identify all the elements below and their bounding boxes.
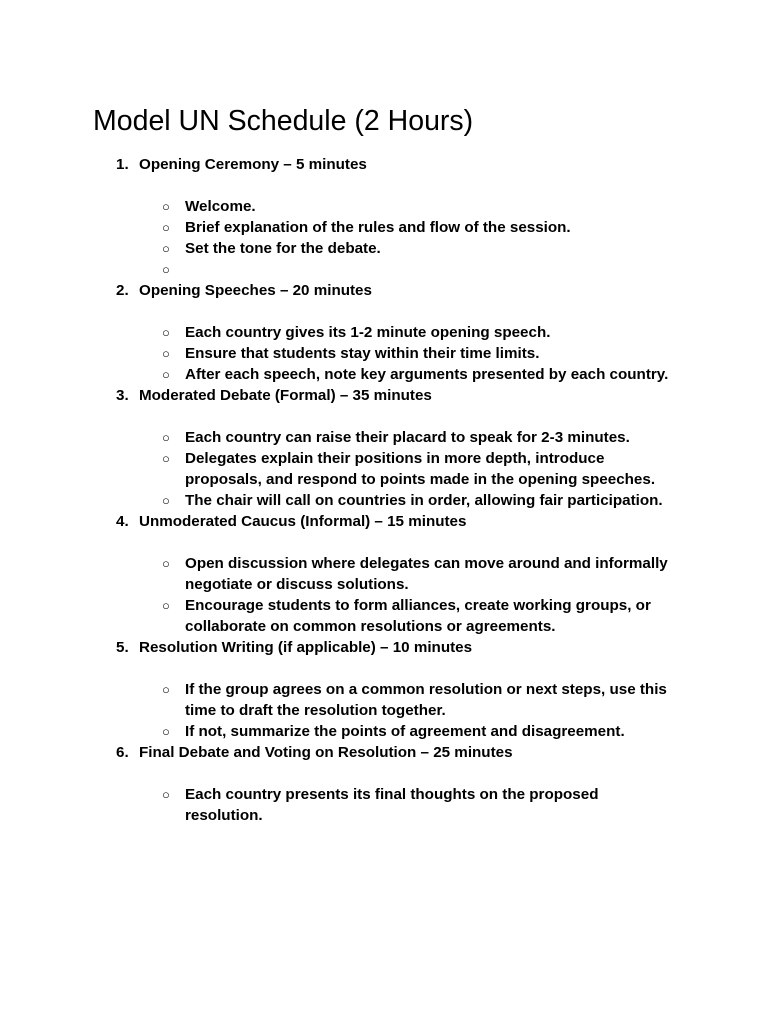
schedule-section bbox=[0, 385, 768, 511]
schedule-section bbox=[0, 154, 768, 280]
section-number: 2. bbox=[116, 282, 129, 299]
section-bullet-list bbox=[0, 196, 768, 280]
section-bullet-list bbox=[0, 427, 768, 511]
section-number: 5. bbox=[116, 639, 129, 656]
list-item bbox=[0, 784, 768, 826]
list-item bbox=[0, 196, 768, 217]
list-item bbox=[0, 448, 768, 490]
list-item-text: Open discussion where delegates can move around and informally negotiate or discuss solutions. bbox=[185, 555, 668, 593]
hollow-circle-bullet-icon: ○ bbox=[162, 199, 170, 214]
hollow-circle-bullet-icon: ○ bbox=[162, 451, 170, 466]
list-item bbox=[0, 343, 768, 364]
section-heading: Moderated Debate (Formal) – 35 minutes bbox=[139, 387, 432, 404]
list-item bbox=[0, 490, 768, 511]
schedule-section bbox=[0, 511, 768, 637]
list-item-text: Brief explanation of the rules and flow of the session. bbox=[185, 219, 571, 236]
hollow-circle-bullet-icon: ○ bbox=[162, 493, 170, 508]
section-number: 3. bbox=[116, 387, 129, 404]
section-heading-row bbox=[0, 511, 768, 532]
hollow-circle-bullet-icon: ○ bbox=[162, 787, 170, 802]
list-item bbox=[0, 679, 768, 721]
list-item bbox=[0, 259, 768, 280]
list-item-text: Each country presents its final thoughts on the proposed resolution. bbox=[185, 786, 599, 824]
section-heading: Unmoderated Caucus (Informal) – 15 minutes bbox=[139, 513, 467, 530]
list-item bbox=[0, 721, 768, 742]
list-item-text: Ensure that students stay within their time limits. bbox=[185, 345, 540, 362]
section-number: 4. bbox=[116, 513, 129, 530]
section-heading-row bbox=[0, 280, 768, 301]
list-item bbox=[0, 553, 768, 595]
list-item-text: If the group agrees on a common resolution or next steps, use this time to draft the resolution together. bbox=[185, 681, 667, 719]
hollow-circle-bullet-icon: ○ bbox=[162, 241, 170, 256]
list-item bbox=[0, 427, 768, 448]
hollow-circle-bullet-icon: ○ bbox=[162, 220, 170, 235]
hollow-circle-bullet-icon: ○ bbox=[162, 724, 170, 739]
hollow-circle-bullet-icon: ○ bbox=[162, 430, 170, 445]
section-heading-row bbox=[0, 637, 768, 658]
section-bullet-list bbox=[0, 322, 768, 385]
section-heading: Opening Ceremony – 5 minutes bbox=[139, 156, 367, 173]
list-item-text: Delegates explain their positions in more depth, introduce proposals, and respond to points made in the opening speeches. bbox=[185, 450, 656, 488]
hollow-circle-bullet-icon: ○ bbox=[162, 262, 170, 277]
schedule-list bbox=[0, 154, 768, 826]
hollow-circle-bullet-icon: ○ bbox=[162, 682, 170, 697]
list-item-text: Encourage students to form alliances, create working groups, or collaborate on common resolutions or agreements. bbox=[185, 597, 651, 635]
section-heading: Final Debate and Voting on Resolution – 25 minutes bbox=[139, 744, 513, 761]
hollow-circle-bullet-icon: ○ bbox=[162, 346, 170, 361]
list-item bbox=[0, 322, 768, 343]
list-item-text: Welcome. bbox=[185, 198, 256, 215]
hollow-circle-bullet-icon: ○ bbox=[162, 367, 170, 382]
list-item bbox=[0, 595, 768, 637]
list-item bbox=[0, 364, 768, 385]
section-heading: Resolution Writing (if applicable) – 10 minutes bbox=[139, 639, 473, 656]
list-item bbox=[0, 238, 768, 259]
list-item-text: Each country can raise their placard to speak for 2-3 minutes. bbox=[185, 429, 630, 446]
section-number: 6. bbox=[116, 744, 129, 761]
list-item-text: The chair will call on countries in order, allowing fair participation. bbox=[185, 492, 663, 509]
section-heading: Opening Speeches – 20 minutes bbox=[139, 282, 372, 299]
list-item-text: After each speech, note key arguments presented by each country. bbox=[185, 366, 669, 383]
page-title: Model UN Schedule (2 Hours) bbox=[93, 105, 474, 137]
schedule-section bbox=[0, 637, 768, 742]
list-item-text: Each country gives its 1-2 minute opening speech. bbox=[185, 324, 551, 341]
section-heading-row bbox=[0, 154, 768, 175]
section-bullet-list bbox=[0, 553, 768, 637]
schedule-section bbox=[0, 280, 768, 385]
list-item-text: If not, summarize the points of agreement and disagreement. bbox=[185, 723, 625, 740]
list-item-text: Set the tone for the debate. bbox=[185, 240, 381, 257]
section-heading-row bbox=[0, 385, 768, 406]
list-item bbox=[0, 217, 768, 238]
hollow-circle-bullet-icon: ○ bbox=[162, 556, 170, 571]
hollow-circle-bullet-icon: ○ bbox=[162, 325, 170, 340]
section-number: 1. bbox=[116, 156, 129, 173]
section-bullet-list bbox=[0, 784, 768, 826]
section-bullet-list bbox=[0, 679, 768, 742]
schedule-section bbox=[0, 742, 768, 826]
section-heading-row bbox=[0, 742, 768, 763]
hollow-circle-bullet-icon: ○ bbox=[162, 598, 170, 613]
